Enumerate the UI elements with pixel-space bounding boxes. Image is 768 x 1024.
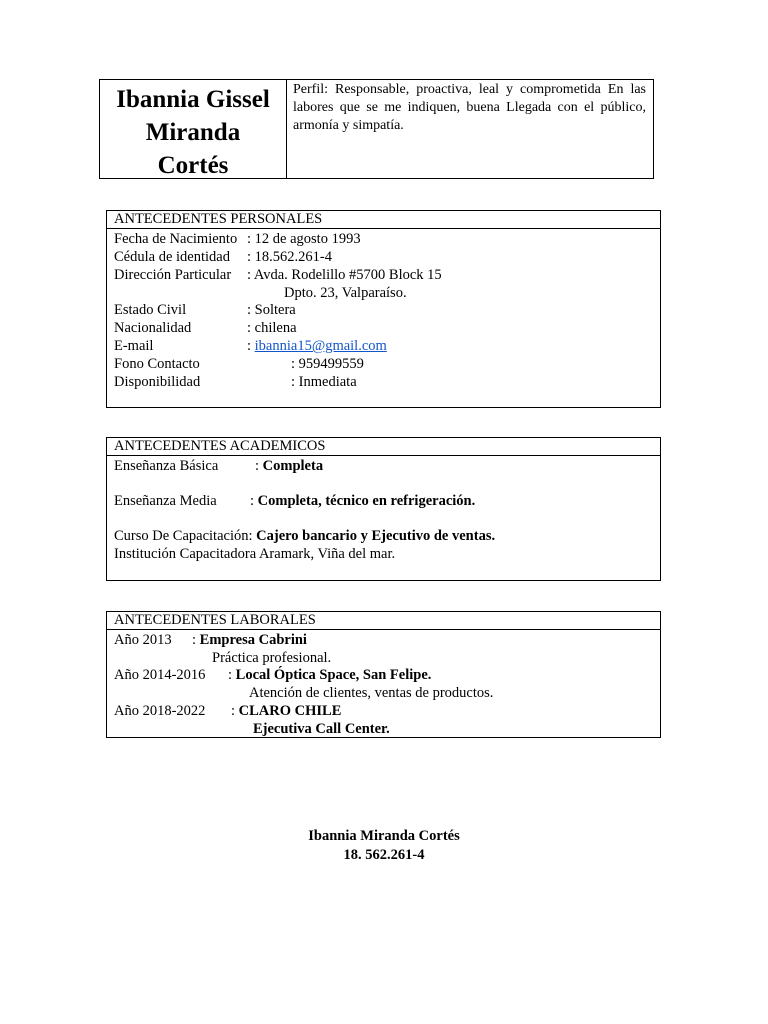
- course-row: [114, 527, 495, 545]
- id-row: [114, 248, 332, 266]
- civil-row: [114, 301, 296, 319]
- profile-text: Perfil: Responsable, proactiva, leal y comprometida En las labores que se me indiquen, buena Llegada con el público, armonía y simpatía.: [293, 82, 646, 133]
- name-line-2: Miranda: [145, 119, 241, 146]
- job-colon: :: [231, 703, 236, 719]
- basic-row: [114, 457, 323, 475]
- academic-title: ANTECEDENTES ACADEMICOS: [107, 438, 660, 456]
- phone-label: Fono Contacto: [114, 356, 200, 372]
- name-line-3: Cortés: [157, 152, 229, 179]
- birth-value: : 12 de agosto 1993: [247, 231, 361, 247]
- media-value: Completa, técnico en refrigeración.: [257, 493, 476, 509]
- address-row: [114, 266, 442, 284]
- civil-value: : Soltera: [247, 302, 296, 318]
- work-title: ANTECEDENTES LABORALES: [107, 612, 660, 630]
- job-colon: :: [192, 632, 197, 648]
- job-row: [114, 631, 307, 649]
- email-row: [114, 337, 387, 355]
- availability-row: [114, 373, 357, 391]
- job-year: Año 2013: [114, 632, 172, 648]
- birth-row: [114, 230, 361, 248]
- id-label: Cédula de identidad: [114, 249, 230, 265]
- personal-section: [106, 210, 661, 408]
- academic-section: [106, 437, 661, 581]
- basic-label: Enseñanza Básica: [114, 458, 219, 474]
- nationality-label: Nacionalidad: [114, 320, 192, 336]
- basic-value: Completa: [262, 458, 324, 474]
- work-section: [106, 611, 661, 738]
- course-value: Cajero bancario y Ejecutivo de ventas.: [256, 528, 496, 544]
- civil-label: Estado Civil: [114, 302, 187, 318]
- availability-label: Disponibilidad: [114, 374, 201, 390]
- job-colon: :: [228, 667, 233, 683]
- email-label: E-mail: [114, 338, 154, 354]
- job-detail: Práctica profesional.: [212, 650, 332, 666]
- candidate-name: [100, 80, 287, 178]
- phone-value: : 959499559: [291, 356, 364, 372]
- personal-title: ANTECEDENTES PERSONALES: [107, 211, 660, 229]
- job-company: Empresa Cabrini: [199, 632, 307, 648]
- media-row: [114, 492, 475, 510]
- birth-label: Fecha de Nacimiento: [114, 231, 238, 247]
- address-label: Dirección Particular: [114, 267, 232, 283]
- job-row: [114, 702, 341, 720]
- name-line-1: Ibannia Gissel: [116, 86, 270, 113]
- address-line2: Dpto. 23, Valparaíso.: [284, 285, 407, 301]
- nationality-value: : chilena: [247, 320, 297, 336]
- id-value: : 18.562.261-4: [247, 249, 332, 265]
- nationality-row: [114, 319, 297, 337]
- job-company: CLARO CHILE: [238, 703, 342, 719]
- email-link[interactable]: ibannia15@gmail.com: [254, 338, 387, 354]
- job-company: Local Óptica Space, San Felipe.: [235, 667, 432, 683]
- institution-row: Institución Capacitadora Aramark, Viña del mar.: [114, 546, 396, 562]
- address-value: : Avda. Rodelillo #5700 Block 15: [247, 267, 442, 283]
- job-row: [114, 666, 431, 684]
- email-colon: :: [247, 338, 252, 354]
- job-year: Año 2018-2022: [114, 703, 206, 719]
- phone-row: [114, 355, 364, 373]
- media-colon: :: [250, 493, 255, 509]
- job-year: Año 2014-2016: [114, 667, 206, 683]
- header-box: [99, 79, 654, 179]
- media-label: Enseñanza Media: [114, 493, 217, 509]
- footer-id: 18. 562.261-4: [343, 847, 425, 863]
- job-detail: Ejecutiva Call Center.: [253, 721, 390, 737]
- course-label: Curso De Capacitación:: [114, 528, 253, 544]
- basic-colon: :: [255, 458, 260, 474]
- job-detail: Atención de clientes, ventas de productos.: [249, 685, 494, 701]
- availability-value: : Inmediata: [291, 374, 357, 390]
- footer-name: Ibannia Miranda Cortés: [308, 828, 460, 844]
